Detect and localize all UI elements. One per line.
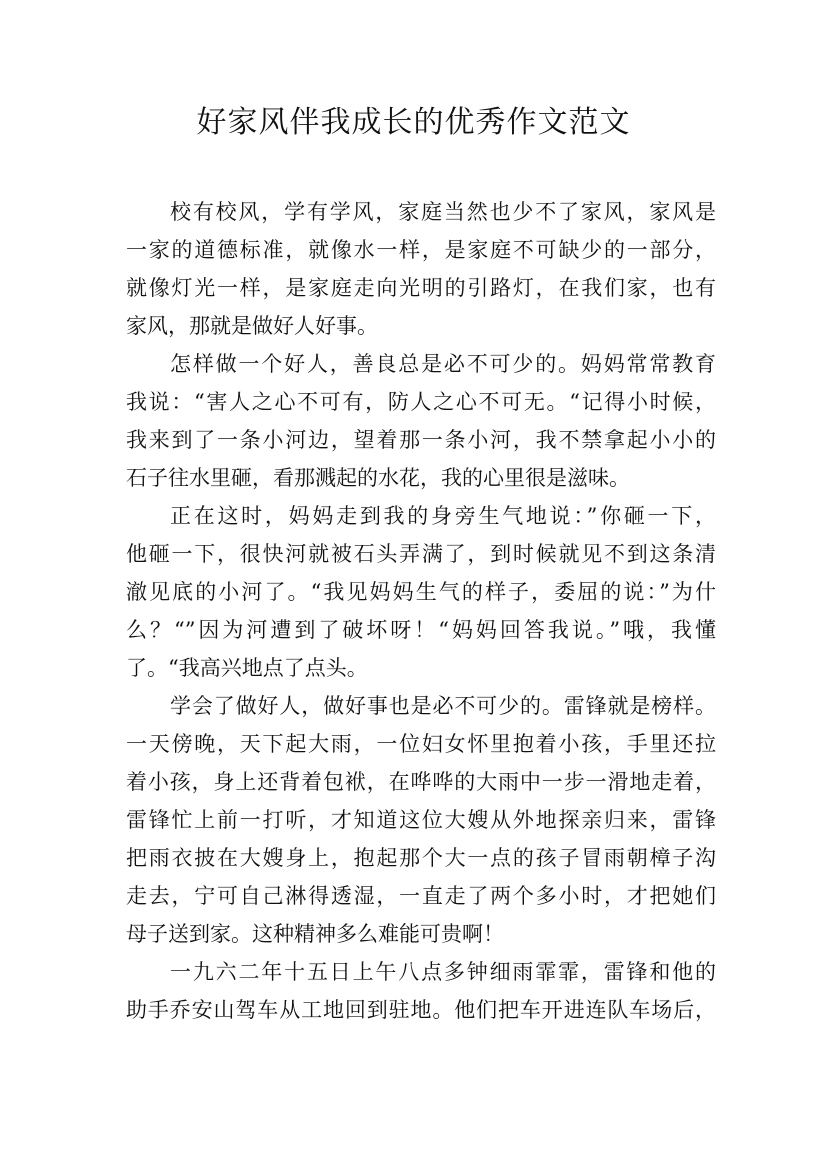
text-line: 么？“”因为河遭到了破坏呀！“妈妈回答我说。”哦，我懂 xyxy=(126,618,716,642)
text-line: 一家的道德标准，就像水一样，是家庭不可缺少的一部分， xyxy=(126,238,716,262)
text-line: 助手乔安山驾车从工地回到驻地。他们把车开进连队车场后， xyxy=(126,998,716,1022)
essay-body xyxy=(126,193,716,1029)
text-line: 正在这时，妈妈走到我的身旁生气地说：”你砸一下， xyxy=(170,504,716,528)
text-line: 我说：“害人之心不可有，防人之心不可无。“记得小时候， xyxy=(126,390,716,414)
text-line: 就像灯光一样，是家庭走向光明的引路灯，在我们家，也有 xyxy=(126,276,716,300)
page-title: 好家风伴我成长的优秀作文范文 xyxy=(196,105,631,140)
text-line: 校有校风，学有学风，家庭当然也少不了家风，家风是 xyxy=(170,200,716,224)
text-line: 雷锋忙上前一打听，才知道这位大嫂从外地探亲归来，雷锋 xyxy=(126,808,716,832)
text-line: 母子送到家。这种精神多么难能可贵啊！ xyxy=(126,922,504,946)
text-line: 澈见底的小河了。“我见妈妈生气的样子，委屈的说：”为什 xyxy=(126,580,716,604)
text-line: 家风，那就是做好人好事。 xyxy=(126,314,378,338)
text-line: 学会了做好人，做好事也是必不可少的。雷锋就是榜样。 xyxy=(170,694,716,718)
text-line: 把雨衣披在大嫂身上，抱起那个大一点的孩子冒雨朝樟子沟 xyxy=(126,846,716,870)
text-line: 怎样做一个好人，善良总是必不可少的。妈妈常常教育 xyxy=(170,352,716,376)
text-line: 他砸一下，很快河就被石头弄满了，到时候就见不到这条清 xyxy=(126,542,716,566)
text-line: 走去，宁可自己淋得透湿，一直走了两个多小时，才把她们 xyxy=(126,884,716,908)
text-line: 我来到了一条小河边，望着那一条小河，我不禁拿起小小的 xyxy=(126,428,716,452)
text-line: 一天傍晚，天下起大雨，一位妇女怀里抱着小孩，手里还拉 xyxy=(126,732,716,756)
text-line: 一九六二年十五日上午八点多钟细雨霏霏，雷锋和他的 xyxy=(170,960,716,984)
text-line: 石子往水里砸，看那溅起的水花，我的心里很是滋味。 xyxy=(126,466,630,490)
text-line: 了。“我高兴地点了点头。 xyxy=(126,656,368,680)
text-line: 着小孩，身上还背着包袱，在哗哗的大雨中一步一滑地走着， xyxy=(126,770,716,794)
